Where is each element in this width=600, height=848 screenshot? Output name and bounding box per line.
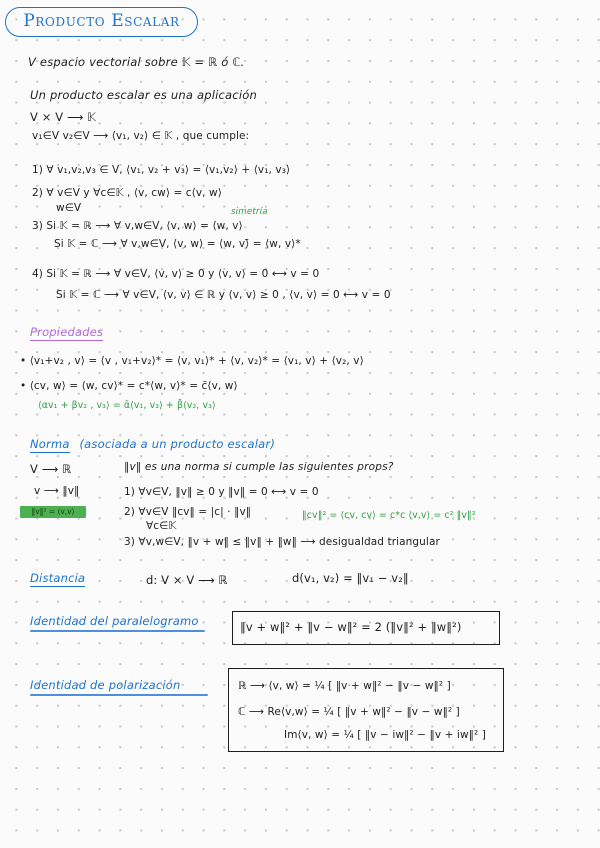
norma-heading <box>30 437 275 451</box>
polarizacion-underline <box>30 694 208 696</box>
paralelogramo-heading: Identidad del paralelogramo <box>30 614 199 628</box>
page-title: Producto Escalar <box>5 7 198 37</box>
norma-map-element: v ⟶ ‖v‖ <box>34 485 80 497</box>
norma-definition-badge: ‖v‖² = ⟨v,v⟩ <box>20 506 86 518</box>
axiom-4-complex: Si 𝕂 = ℂ ⟶ ∀ v∈V, ⟨v, v⟩ ∈ ℝ y ⟨v, v⟩ ≥ 0 , ⟨v, v⟩ = 0 ⟷ v = 0 <box>56 289 391 301</box>
norma-heading-label: Norma <box>30 437 70 451</box>
distancia-map: d: V × V ⟶ ℝ <box>146 573 228 587</box>
intro-line-mapping: V × V ⟶ 𝕂 <box>30 110 97 124</box>
simetria-note: simetría <box>231 207 268 217</box>
intro-line-vector-space: V espacio vectorial sobre 𝕂 = ℝ ó ℂ. <box>28 55 245 69</box>
norma-map-domain: V ⟶ ℝ <box>30 462 72 476</box>
norma-prop-2-domain: ∀c∈𝕂 <box>146 520 177 532</box>
axiom-3-complex: Si 𝕂 = ℂ ⟶ ∀ v,w∈V, ⟨v, w⟩ = ⟨w, v⟩̄ = ⟨w, v⟩* <box>54 238 301 250</box>
property-linear-combination: ⟨αv₁ + βv₂ , v₃⟩ = ᾱ⟨v₁, v₃⟩ + β̄⟨v₂, v₃⟩ <box>38 400 216 411</box>
norma-subtitle: (asociada a un producto escalar) <box>79 437 276 451</box>
property-scalar: • ⟨cv, w⟩ = ⟨w, cv⟩* = c*⟨w, v⟩* = c̄⟨v, w⟩ <box>20 380 238 392</box>
axiom-1: 1) ∀ v₁,v₂,v₃ ∈ V, ⟨v₁, v₂ + v₃⟩ = ⟨v₁,v₂⟩ + ⟨v₁, v₃⟩ <box>32 164 291 176</box>
polarizacion-complex-re: ℂ ⟶ Re⟨v,w⟩ = ¼ [ ‖v + w‖² − ‖v − w‖² ] <box>238 706 460 718</box>
paralelogramo-underline <box>30 630 205 632</box>
distancia-formula: d(v₁, v₂) = ‖v₁ − v₂‖ <box>292 571 409 585</box>
polarizacion-heading: Identidad de polarización <box>30 678 181 692</box>
norma-prop-2-derivation: ‖cv‖² = ⟨cv, cv⟩ = c*c ⟨v,v⟩ = c² ‖v‖² <box>302 510 476 521</box>
polarizacion-real: ℝ ⟶ ⟨v, w⟩ = ¼ [ ‖v + w‖² − ‖v − w‖² ] <box>238 680 451 692</box>
axiom-2: 2) ∀ v∈V y ∀c∈𝕂 , ⟨v, cw⟩ = c⟨v, w⟩ <box>32 187 222 199</box>
norma-prop-3: 3) ∀v,w∈V, ‖v + w‖ ≤ ‖v‖ + ‖w‖ ⟶ desigualdad triangular <box>124 536 440 548</box>
axiom-3-real: 3) Si 𝕂 = ℝ ⟶ ∀ v,w∈V, ⟨v, w⟩ = ⟨w, v⟩ <box>32 220 243 232</box>
polarizacion-complex-im: Im⟨v, w⟩ = ¼ [ ‖v − iw‖² − ‖v + iw‖² ] <box>284 729 486 741</box>
distancia-heading: Distancia <box>30 571 86 585</box>
property-sum: • ⟨v₁+v₂ , v⟩ = ⟨v , v₁+v₂⟩* = ⟨v, v₁⟩* + ⟨v, v₂⟩* = ⟨v₁, v⟩ + ⟨v₂, v⟩ <box>20 355 364 367</box>
axiom-4-real: 4) Si 𝕂 = ℝ ⟶ ∀ v∈V, ⟨v, v⟩ ≥ 0 y ⟨v, v⟩ = 0 ⟷ v = 0 <box>32 268 320 280</box>
intro-line-mapping-detail: v₁∈V v₂∈V ⟶ ⟨v₁, v₂⟩ ∈ 𝕂 , que cumple: <box>32 130 250 142</box>
propiedades-heading: Propiedades <box>30 325 104 339</box>
norma-intro: ‖v‖ es una norma si cumple las siguientes props? <box>124 461 394 473</box>
axiom-2-domain: w∈V <box>56 202 82 214</box>
norma-prop-1: 1) ∀v∈V, ‖v‖ ≥ 0 y ‖v‖ = 0 ⟷ v = 0 <box>124 486 319 498</box>
intro-line-definition: Un producto escalar es una aplicación <box>30 88 257 102</box>
paralelogramo-formula: ‖v + w‖² + ‖v − w‖² = 2 (‖v‖² + ‖w‖²) <box>240 620 462 634</box>
norma-prop-2: 2) ∀v∈V ‖cv‖ = |c| · ‖v‖ <box>124 506 252 518</box>
